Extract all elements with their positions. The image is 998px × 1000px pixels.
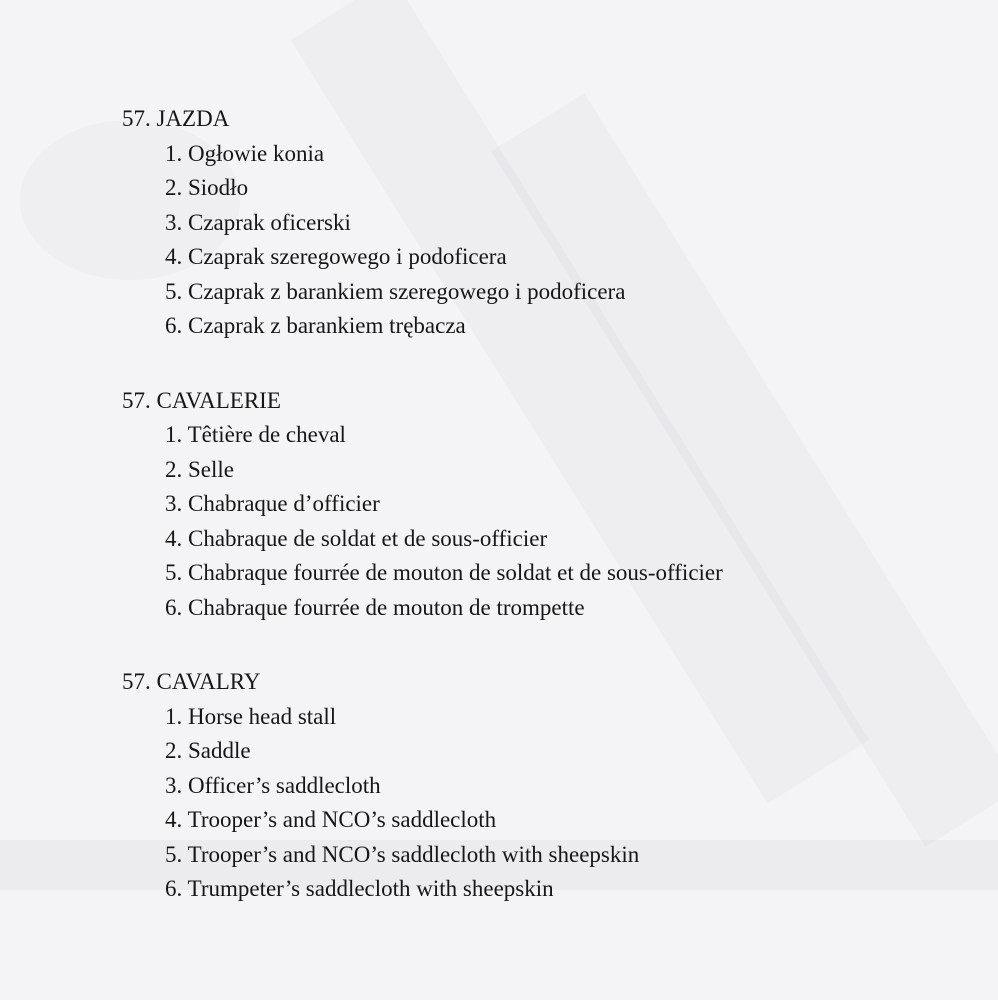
section-french <box>122 384 942 626</box>
list-item: 6. Trumpeter’s saddlecloth with sheepskin <box>165 876 554 901</box>
list-item: 6. Chabraque fourrée de mouton de trompette <box>165 594 585 620</box>
list-item: 3. Officer’s saddlecloth <box>165 772 381 798</box>
list-item: 4. Trooper’s and NCO’s saddlecloth <box>165 807 497 832</box>
list-item: 3. Czaprak oficerski <box>165 209 351 235</box>
list-item: 4. Czaprak szeregowego i podoficera <box>165 244 507 269</box>
section-english <box>122 665 942 907</box>
list-item: 1. Horse head stall <box>165 703 337 729</box>
item-list <box>122 418 942 625</box>
list-item: 5. Czaprak z barankiem szeregowego i podoficera <box>165 278 626 304</box>
list-item: 6. Czaprak z barankiem trębacza <box>165 313 466 338</box>
section-title: 57. CAVALRY <box>122 669 261 694</box>
list-item: 1. Ogłowie konia <box>165 140 325 166</box>
item-list <box>122 700 942 907</box>
list-item: 5. Chabraque fourrée de mouton de soldat et de sous-officier <box>165 560 723 585</box>
list-item: 3. Chabraque d’officier <box>165 491 380 516</box>
item-list <box>122 137 942 344</box>
section-title: 57. CAVALERIE <box>122 387 281 413</box>
list-item: 2. Saddle <box>165 738 251 763</box>
list-item: 5. Trooper’s and NCO’s saddlecloth with sheepskin <box>165 841 640 867</box>
caption-page <box>122 102 942 947</box>
list-item: 2. Siodło <box>165 175 249 200</box>
section-polish <box>122 102 942 344</box>
list-item: 2. Selle <box>165 456 234 482</box>
section-title: 57. JAZDA <box>122 106 230 131</box>
list-item: 4. Chabraque de soldat et de sous-officier <box>165 525 548 551</box>
list-item: 1. Têtière de cheval <box>165 422 346 447</box>
